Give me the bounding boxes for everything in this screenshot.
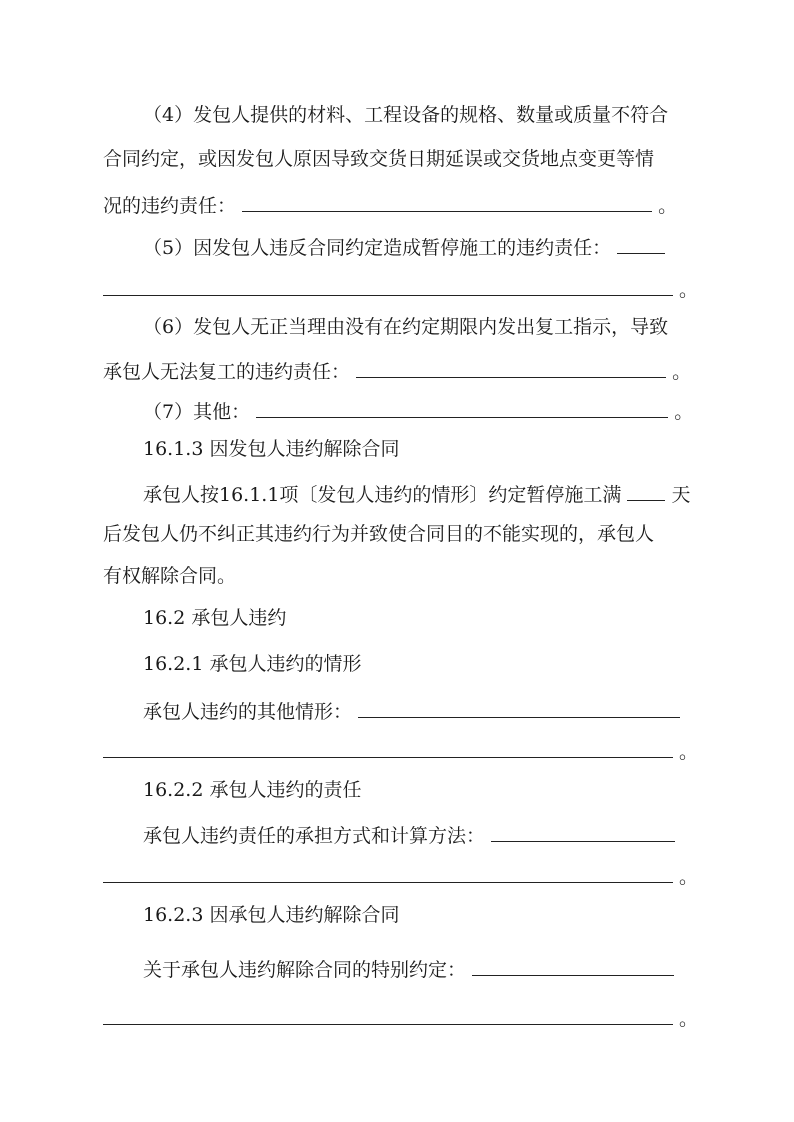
item-7-text: （7）其他： [143, 401, 251, 423]
item-7-blank[interactable] [256, 397, 668, 418]
para-16-2-2-line-2 [103, 862, 698, 886]
heading-16-2 [143, 606, 286, 630]
para-16-1-3-line-1 [143, 480, 691, 504]
item-5-line-2 [103, 275, 698, 299]
item-6-text-1: （6）发包人无正当理由没有在约定期限内发出复工指示，导致 [143, 316, 669, 338]
para-16-2-1-line-2 [103, 737, 698, 761]
period-mark: 。 [679, 1008, 699, 1030]
item-5-line-1 [143, 233, 665, 257]
item-4-text-3: 况的违约责任： [103, 195, 237, 217]
period-mark: 。 [679, 866, 699, 888]
termination-terms-blank-2[interactable] [103, 1004, 673, 1025]
item-5-blank-1[interactable] [617, 233, 665, 254]
para-16-1-3-text-b: 天 [671, 484, 691, 506]
item-4-text-2: 合同约定，或因发包人原因导致交货日期延误或交货地点变更等情 [103, 148, 655, 170]
period-mark: 。 [658, 195, 678, 217]
heading-16-1-3 [143, 437, 399, 461]
para-16-2-3-text: 关于承包人违约解除合同的特别约定： [143, 959, 467, 981]
item-4-blank[interactable] [242, 191, 652, 212]
period-mark: 。 [674, 401, 694, 423]
item-4-text-1: （4）发包人提供的材料、工程设备的规格、数量或质量不符合 [143, 104, 669, 126]
para-16-2-1-text: 承包人违约的其他情形： [143, 701, 353, 723]
heading-16-2-3-text: 16.2.3 因承包人违约解除合同 [143, 904, 400, 926]
heading-16-2-2-text: 16.2.2 承包人违约的责任 [143, 779, 362, 801]
item-5-text: （5）因发包人违反合同约定造成暂停施工的违约责任： [143, 237, 612, 259]
period-mark: 。 [679, 741, 699, 763]
para-16-1-3-text-a: 承包人按16.1.1项〔发包人违约的情形〕约定暂停施工满 [143, 484, 622, 506]
item-4-line-3 [103, 191, 677, 215]
liability-method-blank-2[interactable] [103, 862, 673, 883]
item-6-text-2: 承包人无法复工的违约责任： [103, 361, 351, 383]
termination-terms-blank-1[interactable] [472, 955, 674, 976]
heading-16-2-text: 16.2 承包人违约 [143, 607, 287, 629]
para-16-2-3-line-1 [143, 955, 674, 979]
heading-16-1-3-text: 16.1.3 因发包人违约解除合同 [143, 438, 400, 460]
item-6-blank[interactable] [356, 357, 666, 378]
para-16-2-2-text: 承包人违约责任的承担方式和计算方法： [143, 825, 486, 847]
period-mark: 。 [679, 279, 699, 301]
item-6-line-2 [103, 357, 691, 381]
other-situations-blank-2[interactable] [103, 737, 673, 758]
heading-16-2-1-text: 16.2.1 承包人违约的情形 [143, 653, 362, 675]
para-16-1-3-line-2 [103, 522, 654, 546]
item-4-line-1 [143, 103, 668, 127]
para-16-2-3-line-2 [103, 1004, 698, 1028]
other-situations-blank-1[interactable] [358, 697, 680, 718]
days-blank[interactable] [627, 480, 665, 501]
item-7-line [143, 397, 693, 421]
heading-16-2-3 [143, 903, 399, 927]
para-16-2-1-line-1 [143, 697, 680, 721]
period-mark: 。 [672, 361, 692, 383]
para-16-1-3-text-3: 有权解除合同。 [103, 565, 237, 587]
para-16-1-3-text-2: 后发包人仍不纠正其违约行为并致使合同目的不能实现的，承包人 [103, 523, 655, 545]
item-5-blank-2[interactable] [103, 275, 673, 296]
liability-method-blank-1[interactable] [491, 821, 675, 842]
para-16-1-3-line-3 [103, 564, 236, 588]
item-6-line-1 [143, 315, 668, 339]
item-4-line-2 [103, 147, 654, 171]
para-16-2-2-line-1 [143, 821, 675, 845]
heading-16-2-2 [143, 778, 361, 802]
heading-16-2-1 [143, 652, 361, 676]
